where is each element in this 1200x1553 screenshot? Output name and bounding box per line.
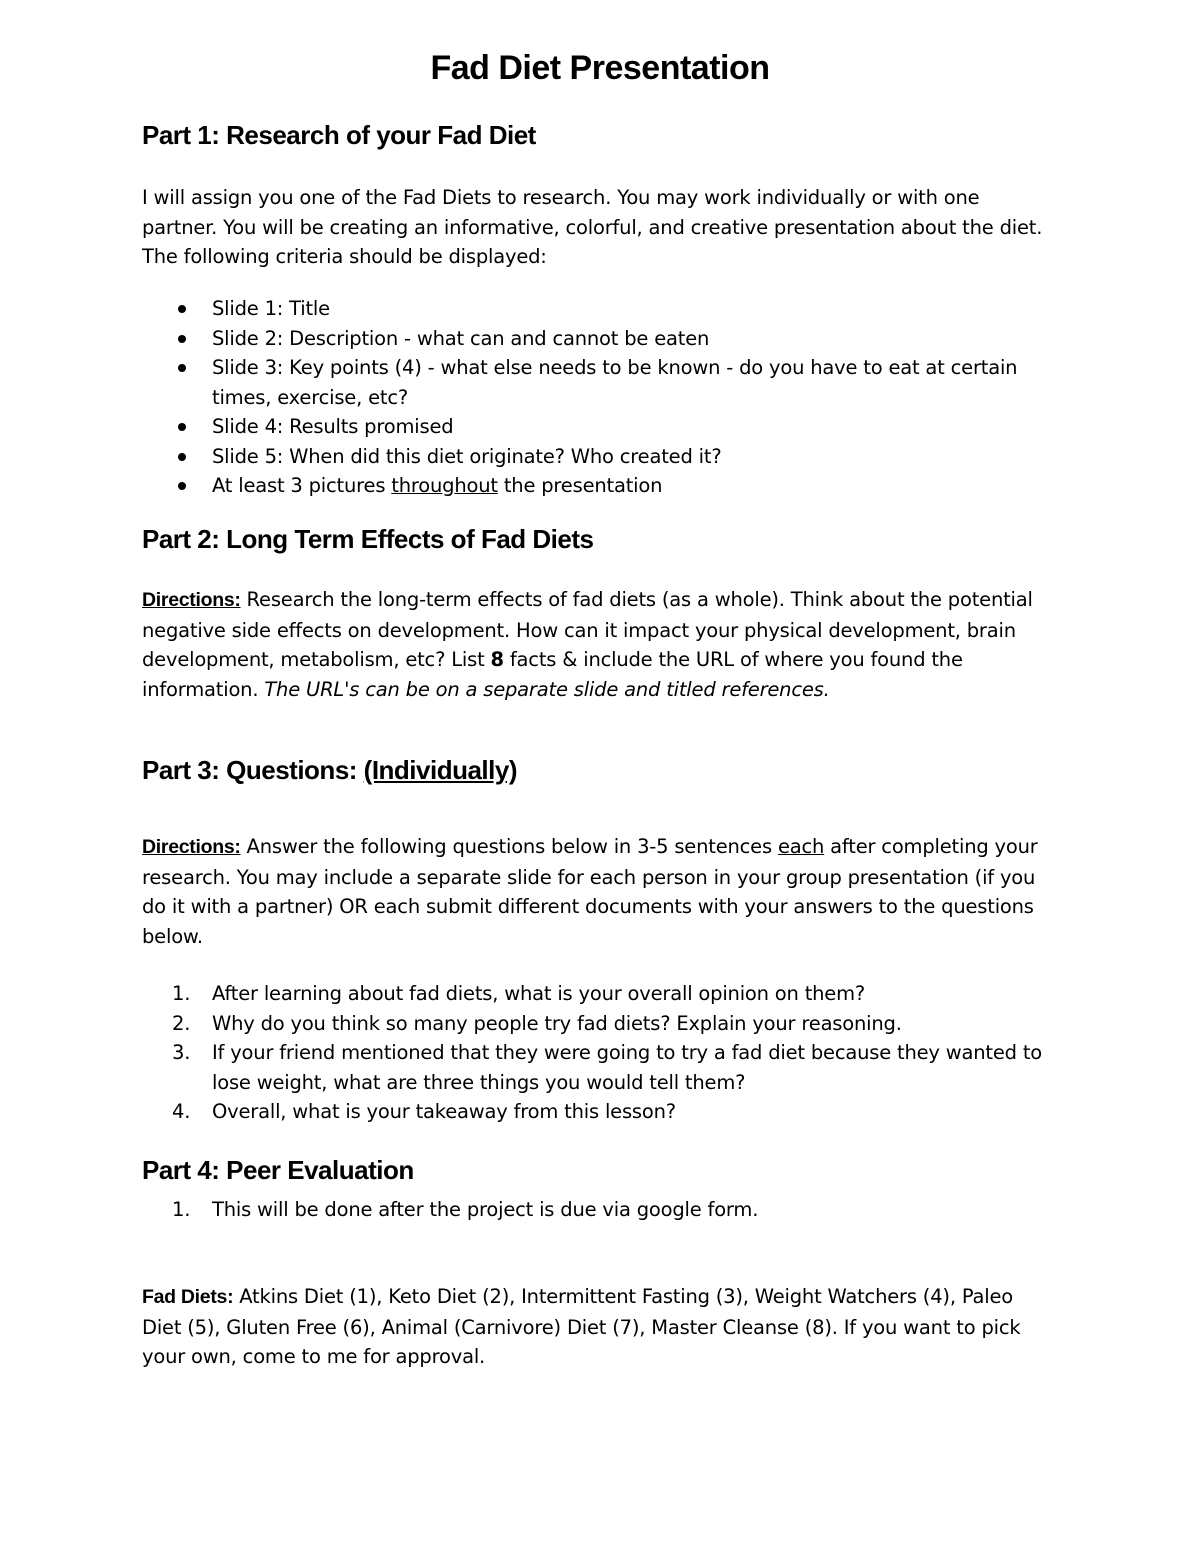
question-item: 3. If your friend mentioned that they were going to try a fad diet because they wanted to lose weight, what are three things you would tell them? (172, 1041, 1043, 1094)
directions-label: Directions: (142, 836, 241, 858)
part3-questions-list (142, 979, 1042, 1127)
fad-diets-label: Fad Diets: (142, 1286, 234, 1308)
criteria-item: Slide 2: Description - what can and cannot be eaten (142, 324, 1042, 354)
bullet-icon (178, 482, 186, 490)
criteria-item: Slide 3: Key points (4) - what else needs to be known - do you have to eat at certain times, exercise, etc? (142, 353, 1042, 412)
evaluation-item: 1. This will be done after the project is due via google form. (172, 1198, 759, 1221)
bullet-icon (178, 423, 186, 431)
question-item: 2. Why do you think so many people try fad diets? Explain your reasoning. (172, 1011, 902, 1035)
criteria-item: Slide 4: Results promised (142, 412, 1042, 442)
bullet-icon (178, 305, 186, 313)
part1-intro: I will assign you one of the Fad Diets to research. You may work individually or with one partner. You will be creating an informative, colorful, and creative presentation about the diet. The following criteria should be displayed: (142, 186, 1043, 269)
question-item: 4. Overall, what is your takeaway from this lesson? (172, 1100, 676, 1123)
criteria-item: Slide 5: When did this diet originate? Who created it? (142, 442, 1042, 472)
part4-list (142, 1195, 1042, 1225)
criteria-item: Slide 1: Title (142, 294, 1042, 324)
part3-heading: Part 3: Questions: (Individually) (142, 755, 517, 785)
bullet-icon (178, 453, 186, 461)
part4-heading: Part 4: Peer Evaluation (142, 1155, 414, 1185)
document-title: Fad Diet Presentation (430, 49, 770, 87)
part2-directions: Directions: Research the long-term effects of fad diets (as a whole). Think about the potential negative side effects on development. How can it impact your physical development, brain development, metabolism, etc? List 8 facts & include the URL of where you found the information. The URL's can be on a separate slide and titled references. (142, 588, 1033, 702)
bullet-icon (178, 364, 186, 372)
part1-heading: Part 1: Research of your Fad Diet (142, 120, 536, 150)
part2-heading: Part 2: Long Term Effects of Fad Diets (142, 524, 594, 554)
question-item: 1. After learning about fad diets, what is your overall opinion on them? (172, 982, 866, 1005)
bullet-icon (178, 335, 186, 343)
directions-label: Directions: (142, 589, 241, 611)
part1-criteria-list (142, 294, 1042, 501)
criteria-item: At least 3 pictures throughout the presentation (142, 471, 1042, 501)
part3-directions: Directions: Answer the following questions below in 3-5 sentences each after completing your research. You may include a separate slide for each person in your group presentation (if you do it with a partner) OR each submit different documents with your answers to the questions below. (142, 835, 1038, 949)
fad-diets-paragraph: Fad Diets: Atkins Diet (1), Keto Diet (2), Intermittent Fasting (3), Weight Watchers (4), Paleo Diet (5), Gluten Free (6), Animal (Carnivore) Diet (7), Master Cleanse (8). If you want to pick your own, come to me for approval. (142, 1285, 1021, 1369)
